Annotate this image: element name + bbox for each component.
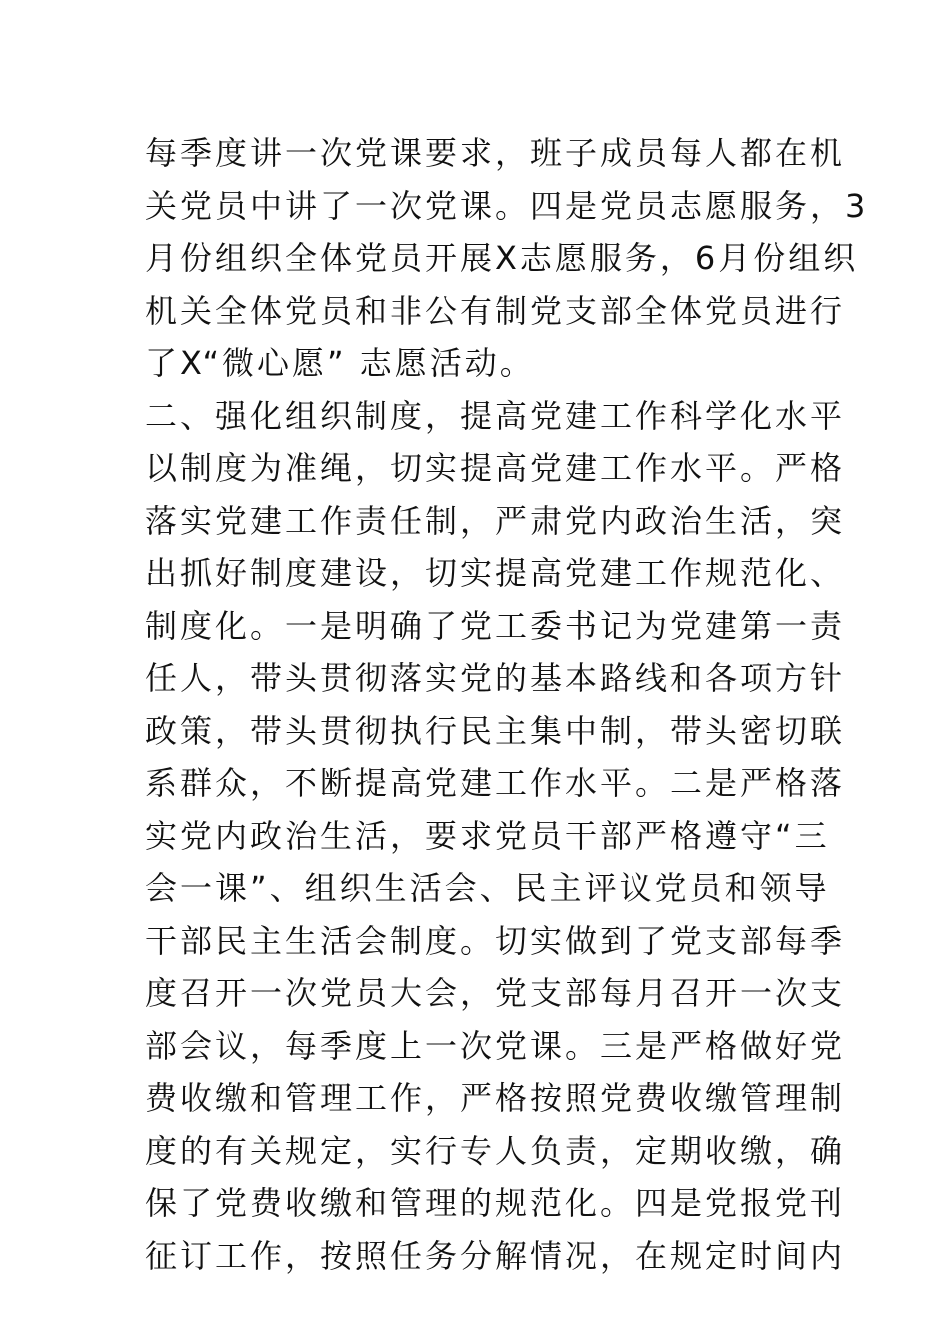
text-line: 月份组织全体党员开展X志愿服务，6月份组织	[145, 239, 859, 277]
text-line: 实党内政治生活，要求党员干部严格遵守“三	[145, 816, 830, 855]
text-line: 每季度讲一次党课要求，班子成员每人都在机	[145, 134, 846, 172]
text-line: 政策，带头贯彻执行民主集中制，带头密切联	[145, 711, 846, 750]
text-line: 度召开一次党员大会，党支部每月召开一次支	[145, 974, 846, 1012]
text-line: 机关全体党员和非公有制党支部全体党员进行	[145, 291, 846, 330]
text-line: 保了党费收缴和管理的规范化。四是党报党刊	[145, 1184, 846, 1222]
text-line: 费收缴和管理工作，严格按照党费收缴管理制	[145, 1079, 846, 1117]
text-line: 落实党建工作责任制，严肃党内政治生活，突	[145, 501, 846, 540]
text-line: 部会议，每季度上一次党课。三是严格做好党	[145, 1026, 846, 1065]
text-line: 征订工作，按照任务分解情况，在规定时间内	[145, 1236, 846, 1275]
text-line: 制度化。一是明确了党工委书记为党建第一责	[145, 606, 846, 645]
text-line: 干部民主生活会制度。切实做到了党支部每季	[145, 921, 846, 960]
text-line: 了X“微心愿” 志愿活动。	[145, 344, 535, 382]
text-line: 度的有关规定，实行专人负责，定期收缴，确	[145, 1131, 846, 1170]
text-line: 会一课”、组织生活会、民主评议党员和领导	[145, 869, 830, 907]
text-line: 系群众，不断提高党建工作水平。二是严格落	[145, 764, 846, 802]
text-line: 以制度为准绳，切实提高党建工作水平。严格	[145, 449, 846, 487]
text-line: 任人，带头贯彻落实党的基本路线和各项方针	[145, 659, 846, 697]
body-text	[145, 127, 869, 1282]
section-heading: 二、强化组织制度，提高党建工作科学化水平	[145, 396, 846, 435]
text-line: 关党员中讲了一次党课。四是党员志愿服务，3	[145, 186, 869, 225]
text-line: 出抓好制度建设，切实提高党建工作规范化、	[145, 554, 846, 592]
